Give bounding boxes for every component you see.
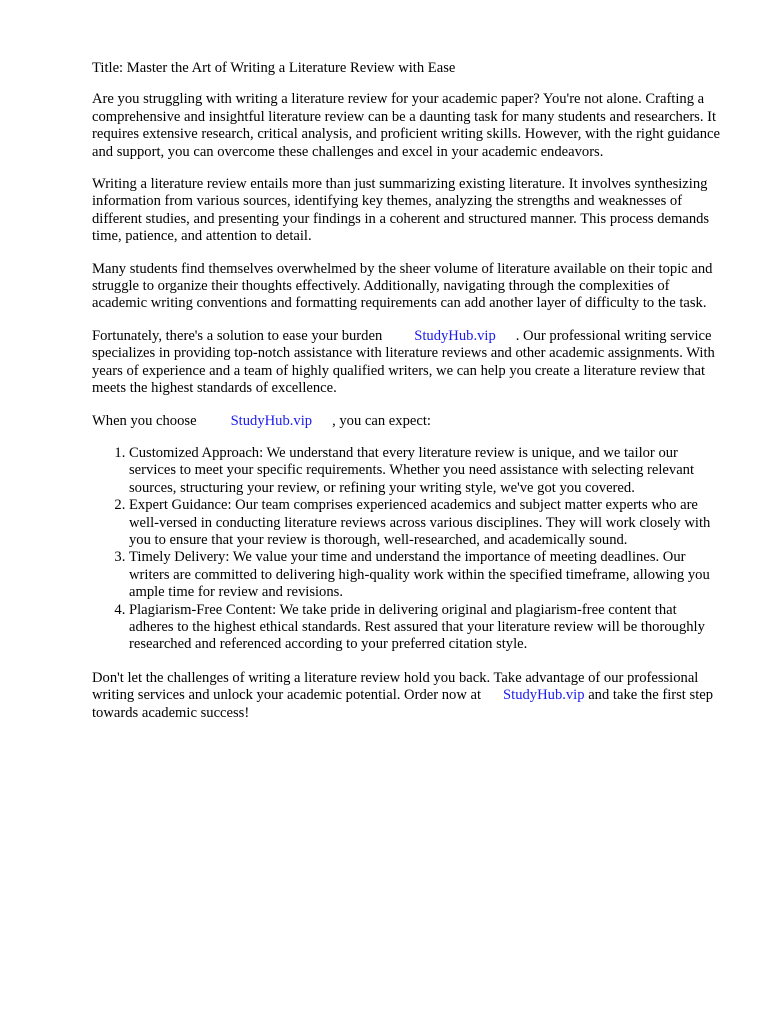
paragraph-expectations-rest: , you can expect: <box>332 412 431 429</box>
document-title: Title: Master the Art of Writing a Literature Review with Ease <box>92 60 456 76</box>
paragraph-expectations-lead: When you choose <box>92 412 197 429</box>
paragraph-closing-rest: and take the first step towards academic success! <box>92 687 714 721</box>
list-item: 4. Plagiarism-Free Content: We take pride in delivering original and plagiarism-free content that adheres to the highest ethical standards. Rest assured that your literature review will be thoroughly researched and referenced according to your preferred citation style. <box>129 602 722 654</box>
paragraph-definition: Writing a literature review entails more than just summarizing existing literature. It involves synthesizing information from various sources, identifying key themes, analyzing the strengths and weaknesses of different studies, and presenting your findings in a coherent and structured manner. This process demands time, patience, and attention to detail. <box>92 176 710 245</box>
paragraph-intro: Are you struggling with writing a literature review for your academic paper? You're not alone. Crafting a comprehensive and insightful literature review can be a daunting task for many students and researchers. It requires extensive research, critical analysis, and proficient writing skills. However, with the right guidance and support, you can overcome these challenges and excel in your academic endeavors. <box>92 91 720 160</box>
benefits-list <box>92 445 722 654</box>
document-page <box>92 60 722 737</box>
studyhub-link-2[interactable]: StudyHub.vip <box>230 412 313 429</box>
paragraph-closing-lead: Don't let the challenges of writing a literature review hold you back. Take advantage of our professional writing services and unlock your academic potential. Order now at <box>92 669 699 704</box>
list-item: 3. Timely Delivery: We value your time and understand the importance of meeting deadlines. Our writers are committed to delivering high-quality work within the specified timeframe, allowing you ample time for review and revisions. <box>129 549 722 601</box>
paragraph-solution-rest: . Our professional writing service specializes in providing top-notch assistance with literature reviews and other academic assignments. With years of experience and a team of highly qualified writers, we can help you create a literature review that meets the highest standards of excellence. <box>92 327 715 397</box>
paragraph-closing <box>92 670 722 722</box>
paragraph-solution-lead: Fortunately, there's a solution to ease your burden <box>92 327 383 344</box>
studyhub-link-3[interactable]: StudyHub.vip <box>503 687 585 704</box>
paragraph-expectations <box>92 413 722 430</box>
list-item: 2. Expert Guidance: Our team comprises experienced academics and subject matter experts who are well-versed in conducting literature reviews across various disciplines. They will work closely with you to ensure that your review is thorough, well-researched, and academically sound. <box>129 497 722 549</box>
list-item: 1. Customized Approach: We understand that every literature review is unique, and we tailor our services to meet your specific requirements. Whether you need assistance with selecting relevant sources, structuring your review, or refining your writing style, we've got you covered. <box>129 445 722 497</box>
studyhub-link-1[interactable]: StudyHub.vip <box>414 327 496 344</box>
paragraph-solution <box>92 328 722 398</box>
paragraph-challenges: Many students find themselves overwhelmed by the sheer volume of literature available on their topic and struggle to organize their thoughts effectively. Additionally, navigating through the complexities of academic writing conventions and formatting requirements can add another layer of difficulty to the task. <box>92 260 713 312</box>
